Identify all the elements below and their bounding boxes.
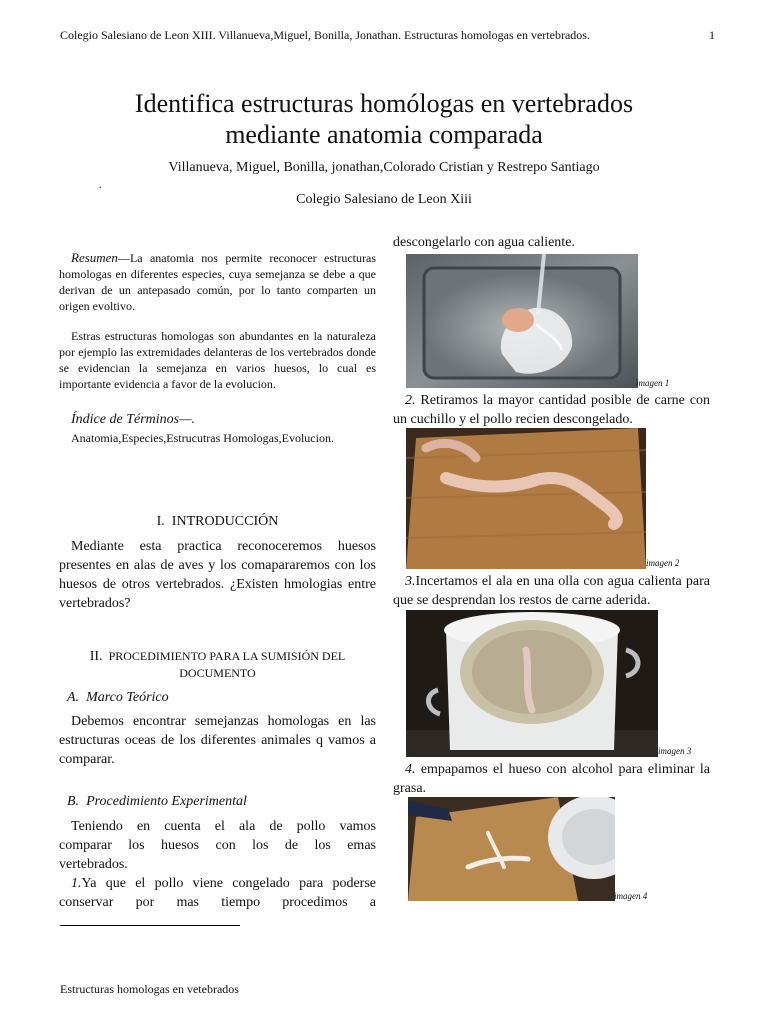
footnote-rule bbox=[60, 925, 240, 926]
proc-line-1: Teniendo en cuenta el ala de pollo vamos bbox=[71, 819, 376, 834]
step-3-number: 3. bbox=[405, 574, 416, 589]
running-head-text: Colegio Salesiano de Leon XIII. Villanueva,Miguel, Bonilla, Jonathan. Estructuras homologas en vertebrados. bbox=[60, 28, 590, 42]
title-line-1: Identifica estructuras homólogas en vertebrados bbox=[134, 89, 634, 118]
subsection-a-title: Marco Teórico bbox=[86, 690, 169, 705]
section-1-title: INTRODUCCIÓN bbox=[171, 514, 279, 529]
paper-title bbox=[60, 88, 708, 150]
title-line-2: mediante anatomia comparada bbox=[225, 120, 543, 149]
index-terms: Anatomia,Especies,Estrucutras Homologas,Evolucion. bbox=[71, 431, 334, 445]
step-4-text: empapamos el hueso con alcohol para eliminar la grasa. bbox=[393, 762, 710, 796]
abstract-dash: — bbox=[117, 251, 130, 265]
photo-bone-with-alcohol bbox=[408, 797, 615, 901]
section-2-title-line-2: DOCUMENTO bbox=[179, 666, 256, 680]
proc-line-3: vertebrados. bbox=[59, 857, 128, 872]
marco-teorico-paragraph: Debemos encontrar semejanzas homologas en las estructuras oceas de los diferentes animales q vamos a comparar. bbox=[59, 714, 376, 767]
proc-step-1-line-2: conservar por mas tiempo procedimos a bbox=[59, 895, 376, 910]
subsection-b-heading bbox=[59, 794, 384, 810]
step-3 bbox=[393, 572, 710, 610]
section-2-title-line-1: PROCEDIMIENTO PARA LA SUMISIÓN DEL bbox=[108, 649, 346, 663]
abstract-paragraph-2: Estras estructuras homologas son abundantes en la naturaleza por ejemplo las extremidades delanteras de los vertebrados donde se evidencian la semejanza en varios huesos, lo cual es importante evidencia a favor de la evolucion. bbox=[59, 329, 376, 391]
step-3-text: Incertamos el ala en una olla con agua calienta para que se desprendan los restos de carne aderida. bbox=[393, 574, 710, 608]
caption-image-4: imagen 4 bbox=[614, 891, 648, 901]
abstract-text-1: La anatomia nos permite reconocer estructuras homologas en diferentes especies, cuya semejanza se debe a que derivan de un antepasado común, por lo tanto comparten un origen evoltivo. bbox=[59, 251, 376, 313]
step-2-text: Retiramos la mayor cantidad posible de carne con un cuchillo y el pollo recien descongelado. bbox=[393, 393, 710, 427]
photo-thawing-chicken-in-sink bbox=[406, 254, 638, 388]
photo-wing-in-boiling-pot bbox=[406, 610, 658, 757]
step-2-number: 2. bbox=[405, 393, 416, 408]
subsection-a-label: A. bbox=[67, 690, 80, 705]
abstract bbox=[59, 250, 376, 392]
step-4-number: 4. bbox=[405, 762, 416, 777]
step-1-text-1: Ya que el pollo viene congelado para poderse bbox=[81, 876, 376, 891]
page-number: 1 bbox=[709, 28, 715, 42]
caption-image-2: imagen 2 bbox=[646, 558, 680, 568]
running-header bbox=[60, 28, 715, 43]
pot-photo-graphic bbox=[406, 610, 658, 757]
section-1-heading bbox=[59, 514, 376, 530]
subsection-b-title: Procedimiento Experimental bbox=[86, 794, 247, 809]
subsection-b-label: B. bbox=[67, 794, 80, 809]
photo-wing-on-cutting-board bbox=[406, 428, 646, 569]
subsection-a-heading bbox=[59, 690, 384, 706]
caption-image-1: imagen 1 bbox=[636, 378, 670, 388]
section-2-heading bbox=[59, 648, 376, 682]
sink-photo-graphic bbox=[406, 254, 638, 388]
index-terms-heading: Índice de Términos—. bbox=[71, 412, 196, 427]
abstract-paragraph-1 bbox=[59, 250, 376, 314]
authors: Villanueva, Miguel, Bonilla, jonathan,Colorado Cristian y Restrepo Santiago bbox=[168, 160, 600, 175]
cutting-board-photo-graphic bbox=[406, 428, 646, 569]
step-4 bbox=[393, 760, 710, 798]
step-1-continuation: descongelarlo con agua caliente. bbox=[393, 235, 575, 250]
stray-dot: . bbox=[99, 180, 102, 191]
footer: Estructuras homologas en vetebrados bbox=[60, 982, 239, 996]
bone-photo-graphic bbox=[408, 797, 615, 901]
affiliation: Colegio Salesiano de Leon Xiii bbox=[296, 192, 472, 207]
section-2-number: II. bbox=[89, 649, 103, 664]
proc-line-2: comparar los huesos con los de los emas bbox=[59, 838, 376, 853]
step-2 bbox=[393, 391, 710, 429]
caption-image-3: imagen 3 bbox=[658, 746, 692, 756]
step-1-number: 1. bbox=[71, 876, 82, 891]
procedimiento-paragraph bbox=[59, 817, 376, 912]
section-1-number: I. bbox=[156, 514, 165, 529]
intro-paragraph: Mediante esta practica reconoceremos huesos presentes en alas de aves y los comapararemos con los huesos de otros vertebrados. ¿Existen hmologias entre vertebrados? bbox=[59, 539, 376, 611]
abstract-label: Resumen bbox=[71, 250, 118, 265]
proc-step-1-line-1 bbox=[59, 874, 376, 893]
